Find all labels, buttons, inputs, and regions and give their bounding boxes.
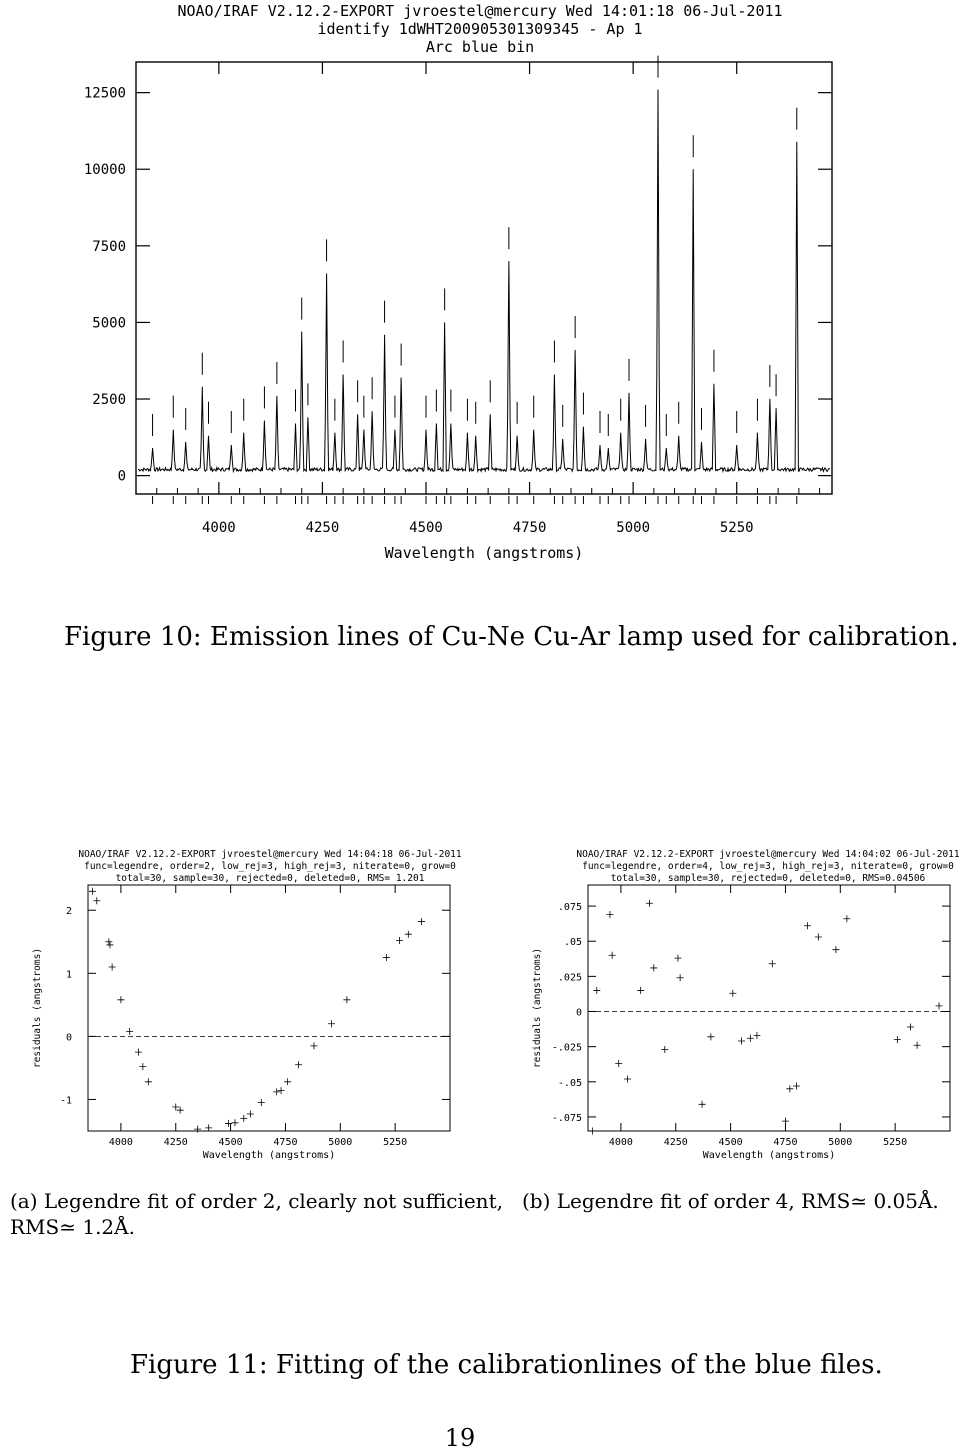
residual-point <box>109 964 116 971</box>
residual-point <box>139 1063 146 1070</box>
panel-b-points <box>589 900 943 1135</box>
residual-point <box>832 946 839 953</box>
residual-point <box>907 1023 914 1030</box>
y-tick-label: 12500 <box>83 85 126 102</box>
residual-point <box>145 1078 152 1085</box>
residual-point <box>677 974 684 981</box>
panel-a-header-line2: func=legendre, order=2, low_rej=3, high_rej=3, niterate=0, grow=0 <box>84 861 456 872</box>
panel-a-caption <box>10 1188 503 1240</box>
panel-b-x-axis-label: Wavelength (angstroms) <box>702 1150 836 1161</box>
figure10-plot <box>0 0 960 580</box>
residual-point <box>396 937 403 944</box>
panel-a-header-line3: total=30, sample=30, rejected=0, deleted=0, RMS= 1.201 <box>115 873 425 884</box>
panel-a-x-axis-label: Wavelength (angstroms) <box>202 1150 336 1161</box>
residual-point <box>89 888 96 895</box>
x-tick-label: 4250 <box>163 1137 188 1148</box>
residual-point <box>106 941 113 948</box>
x-tick-label: 4750 <box>273 1137 298 1148</box>
residual-point <box>295 1061 302 1068</box>
x-tick-label: 5000 <box>616 520 651 536</box>
figure10-header <box>177 2 782 56</box>
figure11-caption: Figure 11: Fitting of the calibrationlines of the blue files. <box>130 1350 883 1380</box>
page-number: 19 <box>444 1424 476 1452</box>
residual-point <box>328 1020 335 1027</box>
residual-point <box>782 1118 789 1125</box>
residual-point <box>637 987 644 994</box>
residual-point <box>405 931 412 938</box>
y-tick-label: -1 <box>59 1095 72 1107</box>
x-tick-label: 4500 <box>718 1137 743 1148</box>
y-tick-label: 0 <box>65 1032 72 1044</box>
y-tick-label: -.05 <box>557 1077 582 1089</box>
panel-a-x-tick-labels <box>109 1137 407 1148</box>
x-tick-label: 4250 <box>305 520 340 536</box>
x-tick-label: 4750 <box>773 1137 798 1148</box>
x-tick-label: 5250 <box>383 1137 408 1148</box>
panel-b-header-line3: total=30, sample=30, rejected=0, deleted=0, RMS=0.04506 <box>610 873 926 884</box>
residual-point <box>894 1036 901 1043</box>
panel-a-points <box>89 888 425 1133</box>
residual-point <box>793 1083 800 1090</box>
x-tick-label: 4500 <box>218 1137 243 1148</box>
figure10-header-line2: identify 1dWHT200905301309345 - Ap 1 <box>317 20 643 38</box>
y-tick-label: 0 <box>117 468 126 485</box>
residual-point <box>172 1104 179 1111</box>
residual-point <box>117 996 124 1003</box>
x-tick-label: 4000 <box>108 1137 133 1148</box>
residual-point <box>194 1126 201 1133</box>
panel-b-header-line1: NOAO/IRAF V2.12.2-EXPORT jvroestel@mercury Wed 14:04:02 06-Jul-2011 <box>576 849 960 860</box>
x-tick-label: 4250 <box>663 1137 688 1148</box>
residual-point <box>699 1101 706 1108</box>
figure10-header-line1: NOAO/IRAF V2.12.2-EXPORT jvroestel@mercury Wed 14:01:18 06-Jul-2011 <box>177 2 783 20</box>
residual-point <box>646 900 653 907</box>
x-tick-label: 5250 <box>883 1137 908 1148</box>
y-tick-label: .05 <box>563 937 582 949</box>
residual-point <box>606 911 613 918</box>
y-tick-label: 2500 <box>92 392 126 409</box>
panel-b-caption: (b) Legendre fit of order 4, RMS≃ 0.05Å. <box>522 1189 939 1213</box>
residual-point <box>815 934 822 941</box>
figure10-line-markers <box>153 56 797 504</box>
panel-a-y-tick-labels <box>60 906 72 1106</box>
panel-b-y-tick-labels <box>552 902 582 1124</box>
residual-point <box>93 897 100 904</box>
residual-point <box>240 1115 247 1122</box>
figure10-y-tick-labels <box>84 86 126 485</box>
residual-point <box>747 1035 754 1042</box>
residual-point <box>105 938 112 945</box>
y-tick-label: 1 <box>65 969 72 981</box>
figure10-x-axis-label: Wavelength (angstroms) <box>384 544 584 562</box>
residual-point <box>273 1088 280 1095</box>
residual-point <box>753 1032 760 1039</box>
residual-point <box>615 1060 622 1067</box>
x-tick-label: 5250 <box>719 520 754 536</box>
residual-point <box>343 996 350 1003</box>
residual-point <box>418 918 425 925</box>
residual-point <box>258 1099 265 1106</box>
y-tick-label: -.025 <box>551 1042 582 1054</box>
panel-a-header-line1: NOAO/IRAF V2.12.2-EXPORT jvroestel@mercury Wed 14:04:18 06-Jul-2011 <box>78 849 462 860</box>
panel-a-y-axis-label: residuals (angstroms) <box>32 947 43 1069</box>
residual-point <box>247 1110 254 1117</box>
residual-point <box>624 1075 631 1082</box>
residual-point <box>769 960 776 967</box>
residual-point <box>284 1078 291 1085</box>
y-tick-label: 7500 <box>92 238 126 255</box>
arc-spectrum-line <box>138 90 830 472</box>
panel-a-caption-line1: (a) Legendre fit of order 2, clearly not sufficient, <box>10 1189 503 1213</box>
residual-point <box>738 1038 745 1045</box>
residual-point <box>593 987 600 994</box>
panel-b-header <box>576 849 959 884</box>
x-tick-label: 4000 <box>201 520 236 536</box>
y-tick-label: 0 <box>575 1007 582 1019</box>
figure11b-plot <box>480 840 960 1170</box>
residual-point <box>707 1033 714 1040</box>
y-tick-label: 10000 <box>83 162 126 179</box>
figure11a-plot <box>0 840 480 1170</box>
residual-point <box>231 1119 238 1126</box>
panel-a-frame <box>88 885 450 1131</box>
y-tick-label: .025 <box>557 972 582 984</box>
x-tick-label: 4500 <box>409 520 443 536</box>
panel-a-ticks <box>88 885 450 1131</box>
x-tick-label: 4000 <box>608 1137 633 1148</box>
y-tick-label: 5000 <box>92 315 126 332</box>
y-tick-label: -.075 <box>551 1112 582 1124</box>
residual-point <box>914 1042 921 1049</box>
residual-point <box>310 1042 317 1049</box>
residual-point <box>383 954 390 961</box>
residual-point <box>661 1046 668 1053</box>
residual-point <box>936 1002 943 1009</box>
figure10-x-tick-labels <box>202 520 754 536</box>
figure10-ticks <box>136 62 832 494</box>
panel-b-ticks <box>588 885 950 1131</box>
panel-b-y-axis-label: residuals (angstroms) <box>532 947 543 1069</box>
residual-point <box>126 1028 133 1035</box>
figure10-frame <box>136 62 832 494</box>
residual-point <box>609 952 616 959</box>
figure10-header-line3: Arc blue bin <box>425 38 535 56</box>
residual-point <box>674 955 681 962</box>
x-tick-label: 4750 <box>512 520 547 536</box>
x-tick-label: 5000 <box>828 1137 853 1148</box>
panel-b-header-line2: func=legendre, order=4, low_rej=3, high_rej=3, niterate=0, grow=0 <box>582 861 954 872</box>
residual-point <box>729 990 736 997</box>
panel-a-header <box>78 849 461 884</box>
residual-point <box>177 1107 184 1114</box>
x-tick-label: 5000 <box>328 1137 353 1148</box>
panel-b-frame <box>588 885 950 1131</box>
residual-point <box>804 922 811 929</box>
residual-point <box>650 964 657 971</box>
y-tick-label: 2 <box>65 906 72 918</box>
residual-point <box>278 1087 285 1094</box>
panel-b-x-tick-labels <box>609 1137 907 1148</box>
panel-a-caption-line2: RMS≃ 1.2Å. <box>10 1215 135 1239</box>
residual-point <box>589 1128 596 1135</box>
residual-point <box>843 915 850 922</box>
figure10-caption: Figure 10: Emission lines of Cu-Ne Cu-Ar lamp used for calibration. <box>64 622 959 652</box>
residual-point <box>205 1124 212 1131</box>
residual-point <box>135 1049 142 1056</box>
y-tick-label: .075 <box>557 902 582 914</box>
residual-point <box>786 1085 793 1092</box>
